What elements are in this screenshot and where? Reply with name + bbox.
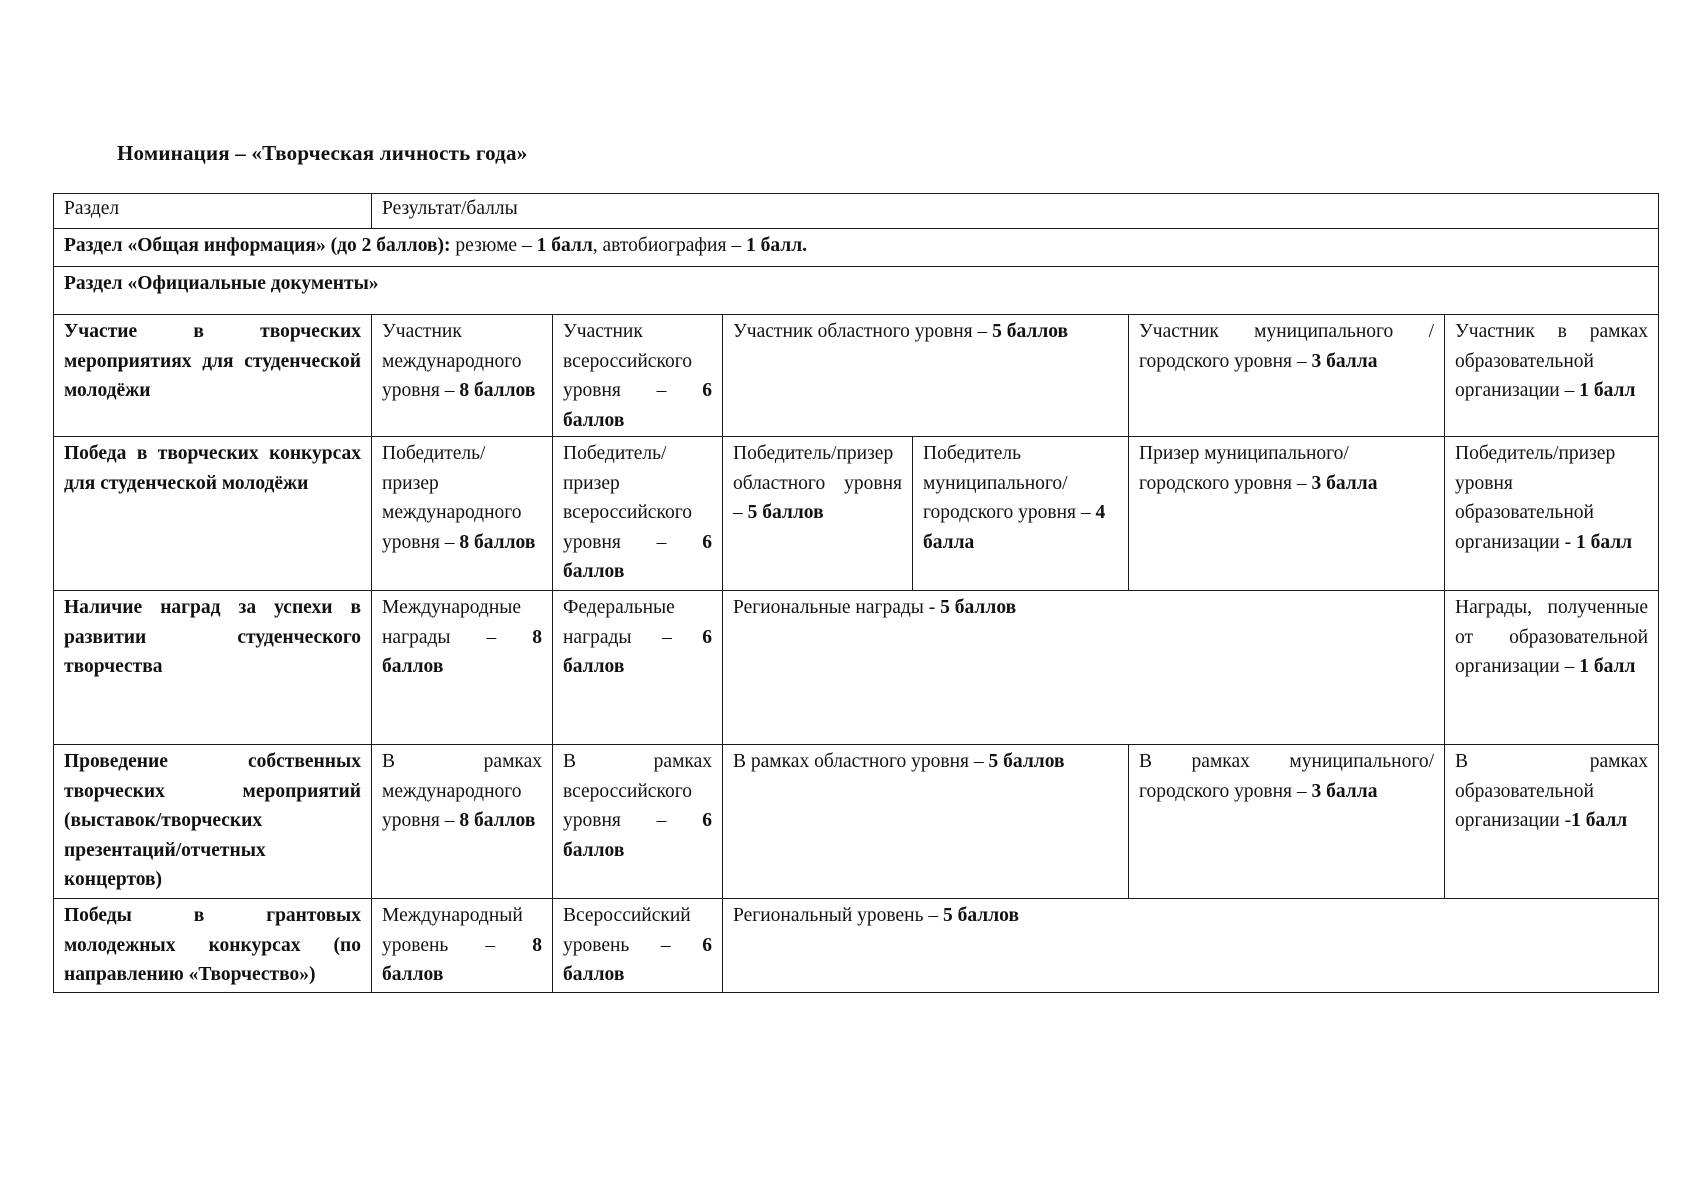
score-cell: Участник в рамках образовательной организации – 1 балл (1445, 315, 1659, 437)
score-cell: В рамках муниципального/городского уровня – 3 балла (1129, 745, 1445, 899)
score-cell: Победитель/призер областного уровня – 5 баллов (723, 437, 913, 591)
score-cell: В рамках международного уровня – 8 баллов (372, 745, 553, 899)
score-cell: Всероссийский уровень – 6 баллов (553, 899, 723, 993)
score-cell: Участник всероссийского уровня – 6 баллов (553, 315, 723, 437)
section-docs-row (54, 267, 1659, 315)
score-cell: Призер муниципального/городского уровня – 3 балла (1129, 437, 1445, 591)
header-result: Результат/баллы (372, 194, 1659, 229)
section-general-title: Раздел «Общая информация» (до 2 баллов): (64, 235, 451, 256)
section-general (54, 229, 1659, 267)
criterion-cell: Участие в творческих мероприятиях для студенческой молодёжи (54, 315, 372, 437)
section-general-text-2: , автобиография – (592, 235, 746, 256)
section-general-points-2: 1 балл. (745, 235, 808, 256)
section-docs: Раздел «Официальные документы» (54, 267, 1659, 315)
table-row (54, 899, 1659, 993)
table-row (54, 315, 1659, 437)
score-cell: Региональный уровень – 5 баллов (723, 899, 1659, 993)
section-general-points-1: 1 балл (536, 235, 593, 256)
criteria-table (53, 193, 1659, 993)
criterion-cell: Проведение собственных творческих мероприятий (выставок/творческих презентаций/отчетных концертов) (54, 745, 372, 899)
score-cell: Победитель/призер международного уровня – 8 баллов (372, 437, 553, 591)
score-cell: Региональные награды - 5 баллов (723, 591, 1445, 745)
score-cell: Международный уровень – 8 баллов (372, 899, 553, 993)
score-cell: Победитель/призер всероссийского уровня – 6 баллов (553, 437, 723, 591)
score-cell: Участник областного уровня – 5 баллов (723, 315, 1129, 437)
criterion-cell: Победа в творческих конкурсах для студенческой молодёжи (54, 437, 372, 591)
score-cell: В рамках областного уровня – 5 баллов (723, 745, 1129, 899)
score-cell: Награды, полученные от образовательной организации – 1 балл (1445, 591, 1659, 745)
table-row (54, 437, 1659, 591)
score-cell: Федеральные награды – 6 баллов (553, 591, 723, 745)
criterion-cell: Наличие наград за успехи в развитии студенческого творчества (54, 591, 372, 745)
score-cell: В рамках образовательной организации -1 балл (1445, 745, 1659, 899)
table-row (54, 591, 1659, 745)
header-section: Раздел (54, 194, 372, 229)
score-cell: Победитель/призер уровня образовательной организации - 1 балл (1445, 437, 1659, 591)
score-cell: Участник муниципального /городского уровня – 3 балла (1129, 315, 1445, 437)
score-cell: Победитель муниципального/городского уровня – 4 балла (913, 437, 1129, 591)
table-row (54, 745, 1659, 899)
criterion-cell: Победы в грантовых молодежных конкурсах (по направлению «Творчество») (54, 899, 372, 993)
document-title: Номинация – «Творческая личность года» (117, 141, 528, 165)
score-cell: Международные награды – 8 баллов (372, 591, 553, 745)
score-cell: Участник международного уровня – 8 баллов (372, 315, 553, 437)
section-general-row (54, 229, 1659, 267)
section-general-text-1: резюме – (450, 235, 537, 256)
table-header-row (54, 194, 1659, 229)
score-cell: В рамках всероссийского уровня – 6 баллов (553, 745, 723, 899)
